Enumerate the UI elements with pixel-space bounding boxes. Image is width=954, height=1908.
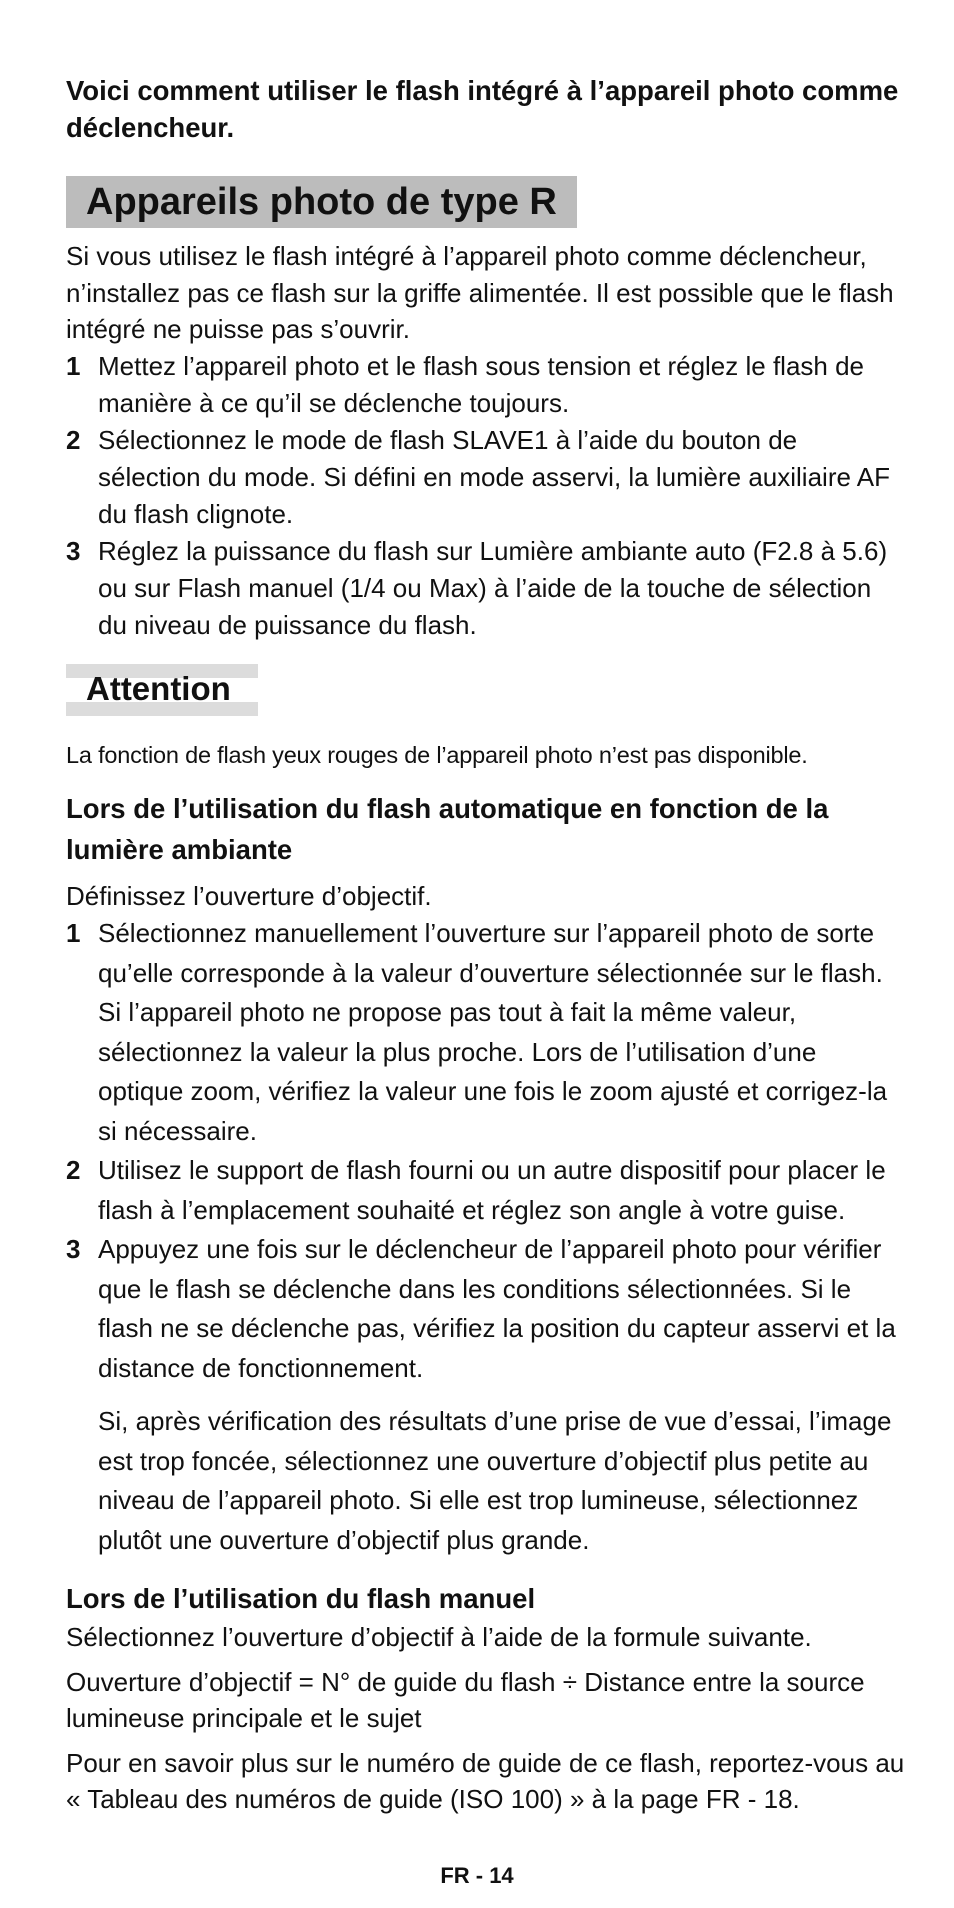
list-item: [66, 348, 906, 422]
step-number: 2: [66, 1155, 81, 1185]
section-r-paragraph: Si vous utilisez le flash intégré à l’appareil photo comme déclencheur, n’installez pas ce flash sur la griffe alimentée. Il est possible que le flash intégré ne puisse pas s’ouvrir.: [66, 241, 894, 344]
step-text: Utilisez le support de flash fourni ou un autre dispositif pour placer le flash à l’emplacement souhaité et réglez son angle à votre guise.: [98, 1155, 886, 1225]
list-item: [66, 1151, 906, 1230]
page-number: FR - 14: [440, 1863, 514, 1888]
step-text: Réglez la puissance du flash sur Lumière ambiante auto (F2.8 à 5.6) ou sur Flash manuel (1/4 ou Max) à l’aide de la touche de sélection du niveau de puissance du flash.: [98, 535, 888, 640]
section-r-steps: [66, 348, 906, 644]
step-number: 2: [66, 424, 81, 455]
list-item: [66, 1230, 906, 1388]
auto-flash-lead: Définissez l’ouverture d’objectif.: [66, 880, 432, 911]
step-number: 1: [66, 350, 81, 381]
step-text: Mettez l’appareil photo et le flash sous tension et réglez le flash de manière à ce qu’il se déclenche toujours.: [98, 350, 865, 418]
list-item: [66, 914, 906, 1151]
step-text: Sélectionnez le mode de flash SLAVE1 à l’aide du bouton de sélection du mode. Si défini en mode asservi, la lumière auxiliaire AF du flash clignote.: [98, 424, 890, 529]
manual-flash-reference: Pour en savoir plus sur le numéro de guide de ce flash, reportez-vous au « Tableau des numéros de guide (ISO 100) » à la page FR - 18.: [66, 1747, 905, 1814]
auto-flash-followup: Si, après vérification des résultats d’une prise de vue d’essai, l’image est trop foncée, sélectionnez une ouverture d’objectif plus petite au niveau de l’appareil photo. Si elle est trop lumineuse, sélectionnez plutôt une ouverture d’objectif plus grande.: [98, 1406, 892, 1555]
auto-flash-steps: [66, 914, 906, 1388]
step-number: 3: [66, 535, 81, 566]
manual-flash-formula: Ouverture d’objectif = N° de guide du flash ÷ Distance entre la source lumineuse principale et le sujet: [66, 1666, 865, 1733]
document-page: [66, 72, 906, 1818]
manual-flash-heading: Lors de l’utilisation du flash manuel: [66, 1583, 536, 1614]
step-number: 1: [66, 918, 81, 948]
intro-text: Voici comment utiliser le flash intégré à l’appareil photo comme déclencheur.: [66, 75, 899, 143]
attention-title: Attention: [86, 669, 231, 707]
list-item: [66, 422, 906, 533]
step-text: Appuyez une fois sur le déclencheur de l’appareil photo pour vérifier que le flash se déclenche dans les conditions sélectionnées. Si le flash ne se déclenche pas, vérifiez la position du capteur asservi et la distance de fonctionnement.: [98, 1234, 896, 1383]
step-text: Sélectionnez manuellement l’ouverture sur l’appareil photo de sorte qu’elle corresponde à la valeur d’ouverture sélectionnée sur le flash. Si l’appareil photo ne propose pas tout à fait la même valeur, sélectionnez la valeur la plus proche. Lors de l’utilisation d’une optique zoom, vérifiez la valeur une fois le zoom ajusté et corrigez-la si nécessaire.: [98, 918, 888, 1146]
section-heading-type-r: Appareils photo de type R: [66, 176, 577, 228]
auto-flash-heading: Lors de l’utilisation du flash automatique en fonction de la lumière ambiante: [66, 792, 829, 865]
attention-text: La fonction de flash yeux rouges de l’appareil photo n’est pas disponible.: [66, 741, 808, 768]
step-number: 3: [66, 1234, 81, 1264]
attention-heading: [66, 664, 906, 716]
list-item: [66, 533, 906, 644]
manual-flash-lead: Sélectionnez l’ouverture d’objectif à l’aide de la formule suivante.: [66, 1622, 812, 1652]
